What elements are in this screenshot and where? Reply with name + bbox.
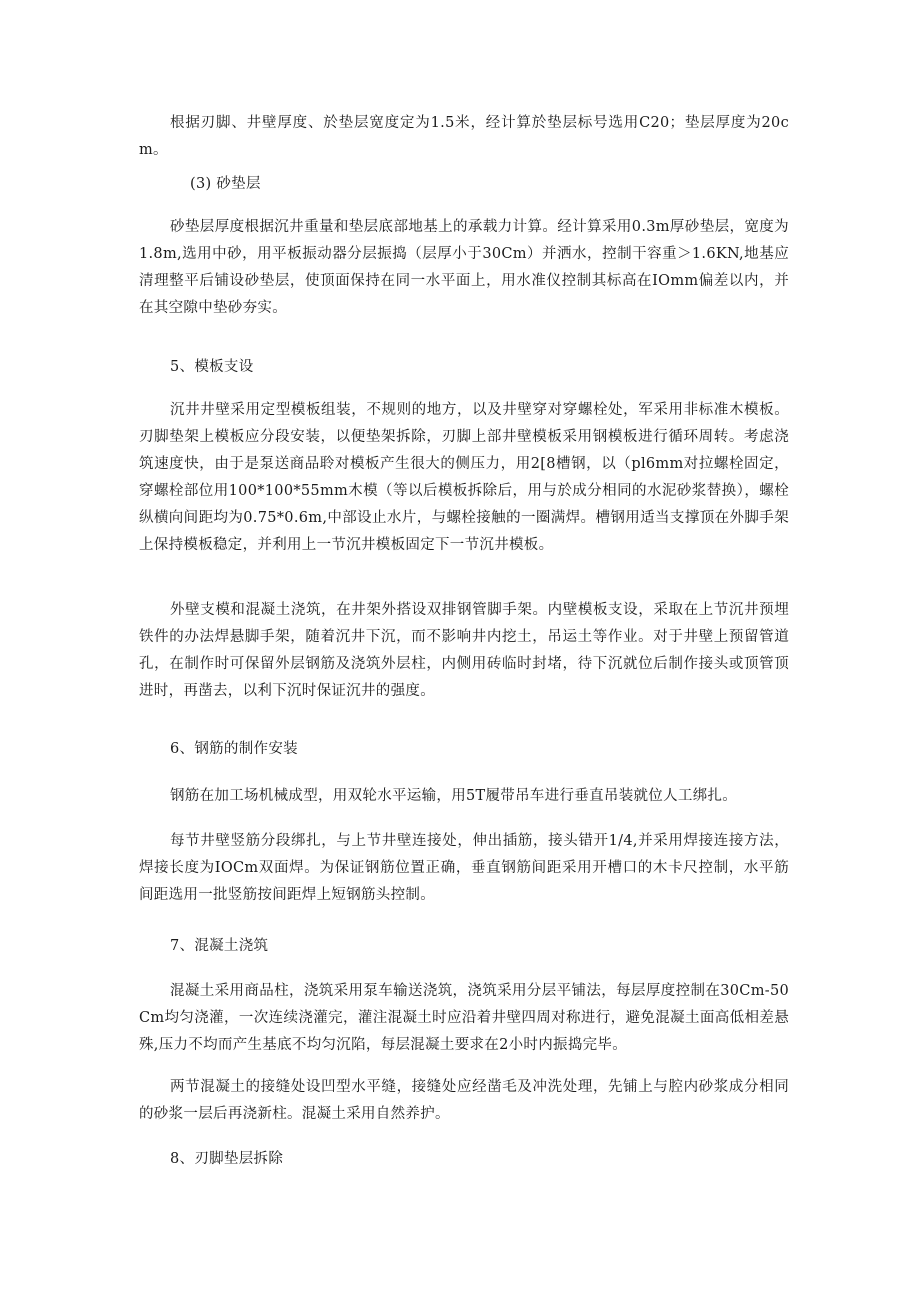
paragraph-cushion-width: 根据刃脚、井壁厚度、於垫层宽度定为1.5米，经计算於垫层标号选用C20；垫层厚度为20cm。	[139, 115, 789, 158]
paragraph-rebar-binding: 每节井壁竖筋分段绑扎，与上节井壁连接处，伸出插筋，接头错开1/4,并采用焊接连接方法，焊接长度为IOCm双面焊。为保证钢筋位置正确，垂直钢筋间距采用开槽口的木卡尺控制，水平筋间距选用一批竖筋按间距焊上短钢筋头控制。	[139, 833, 789, 903]
heading-cushion-removal: 8、刃脚垫层拆除	[170, 1151, 284, 1167]
heading-concrete-pouring: 7、混凝土浇筑	[170, 938, 269, 954]
paragraph-rebar-transport: 钢筋在加工场机械成型，用双轮水平运输，用5T履带吊车进行垂直吊装就位人工绑扎。	[170, 788, 738, 804]
heading-sand-cushion: (3) 砂垫层	[190, 176, 261, 192]
heading-rebar: 6、钢筋的制作安装	[170, 741, 298, 757]
paragraph-outer-wall-formwork: 外壁支模和混凝土浇筑，在井架外搭设双排钢管脚手架。内壁模板支设，采取在上节沉井预埋铁件的办法焊悬脚手架，随着沉井下沉，而不影响井内挖土，吊运土等作业。对于井壁上预留管道孔，在制作时可保留外层钢筋及浇筑外层柱，内侧用砖临时封堵，待下沉就位后制作接头或顶管顶进时，再凿去，以利下沉时保证沉井的强度。	[139, 602, 789, 699]
paragraph-joint-treatment: 两节混凝土的接缝处设凹型水平缝，接缝处应经凿毛及冲洗处理，先铺上与腔内砂浆成分相同的砂浆一层后再浇新柱。混凝土采用自然养护。	[139, 1079, 789, 1122]
paragraph-sand-cushion: 砂垫层厚度根据沉井重量和垫层底部地基上的承载力计算。经计算采用0.3m厚砂垫层，宽度为1.8m,选用中砂，用平板振动器分层振捣（层厚小于30Cm）并洒水，控制干容重＞1.6KN,地基应清理整平后铺设砂垫层，使顶面保持在同一水平面上，用水准仪控制其标高在IOmm偏差以内，并在其空隙中垫砂夯实。	[139, 219, 789, 316]
paragraph-formwork-method: 沉井井壁采用定型模板组装，不规则的地方，以及井壁穿对穿螺栓处，军采用非标准木模板。刃脚垫架上模板应分段安装，以便垫架拆除，刃脚上部井壁模板采用钢模板进行循环周转。考虑浇筑速度快，由于是泵送商品聆对模板产生很大的侧压力，用2[8槽钢，以（pl6mm对拉螺栓固定，穿螺栓部位用100*100*55mm木模（等以后模板拆除后，用与於成分相同的水泥砂浆替换），螺栓纵横向间距均为0.75*0.6m,中部设止水片，与螺栓接触的一圈满焊。槽钢用适当支撑顶在外脚手架上保持模板稳定，并利用上一节沉井模板固定下一节沉井模板。	[139, 402, 789, 553]
heading-formwork: 5、模板支设	[170, 359, 254, 375]
paragraph-concrete-pouring: 混凝土采用商品柱，浇筑采用泵车输送浇筑，浇筑采用分层平铺法，每层厚度控制在30Cm-50Cm均匀浇灌，一次连续浇灌完，灌注混凝土时应沿着井壁四周对称进行，避免混凝土面高低相差悬殊,压力不均而产生基底不均匀沉陷，每层混凝土要求在2小时内振捣完毕。	[139, 983, 789, 1053]
